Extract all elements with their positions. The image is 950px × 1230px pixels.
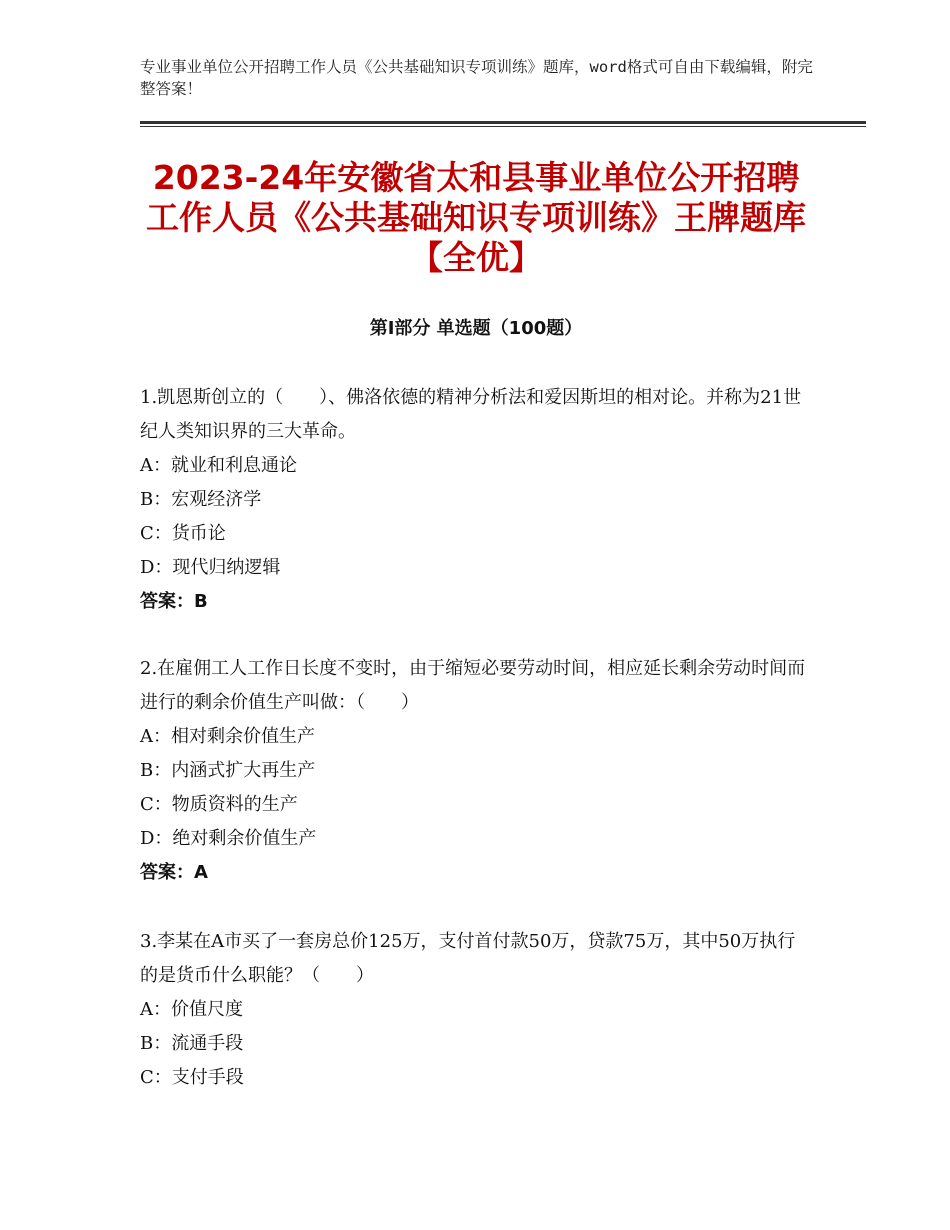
question-3 — [140, 925, 812, 1095]
question-text: 2.在雇佣工人工作日长度不变时，由于缩短必要劳动时间，相应延长剩余劳动时间而进行的剩余价值生产叫做：（ ） — [140, 658, 806, 713]
option-a: A：就业和利息通论 — [140, 455, 297, 476]
header-rule-thin — [140, 126, 866, 127]
header-rule-thick — [140, 121, 866, 124]
section-title: 第Ⅰ部分 单选题（100题） — [369, 318, 583, 339]
question-2 — [140, 652, 812, 890]
option-b: B：流通手段 — [140, 1033, 244, 1054]
option-c: C：物质资料的生产 — [140, 794, 298, 815]
header-note: 专业事业单位公开招聘工作人员《公共基础知识专项训练》题库，word格式可自由下载编辑，附完整答案！ — [140, 58, 813, 98]
question-text: 3.李某在A市买了一套房总价125万，支付首付款50万，贷款75万，其中50万执行的是货币什么职能？（ ） — [140, 931, 796, 986]
option-b: B：宏观经济学 — [140, 489, 262, 510]
document-title: 2023-24年安徽省太和县事业单位公开招聘工作人员《公共基础知识专项训练》王牌题库【全优】 — [146, 158, 806, 277]
option-b: B：内涵式扩大再生产 — [140, 760, 316, 781]
option-d: D：绝对剩余价值生产 — [140, 828, 317, 849]
option-c: C：支付手段 — [140, 1067, 244, 1088]
answer: 答案：B — [140, 591, 208, 612]
option-a: A：相对剩余价值生产 — [140, 726, 315, 747]
option-a: A：价值尺度 — [140, 999, 243, 1020]
option-c: C：货币论 — [140, 523, 226, 544]
question-1 — [140, 381, 812, 619]
answer: 答案：A — [140, 862, 208, 883]
question-text: 1.凯恩斯创立的（ ）、佛洛依德的精神分析法和爱因斯坦的相对论。并称为21世纪人类知识界的三大革命。 — [140, 387, 802, 442]
option-d: D：现代归纳逻辑 — [140, 557, 281, 578]
